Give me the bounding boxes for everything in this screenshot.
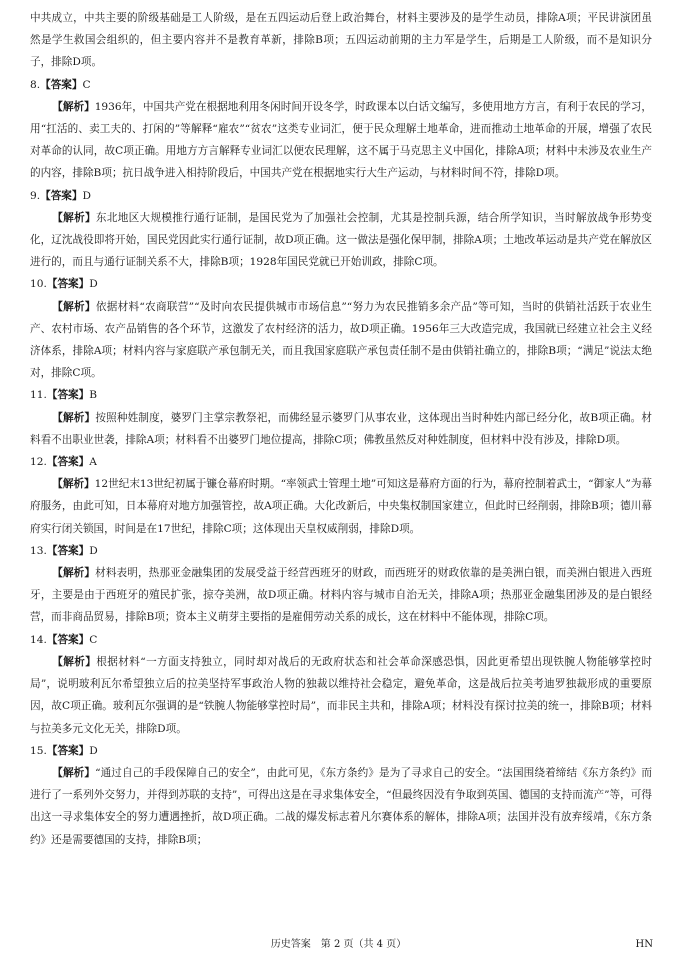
region-code: HN xyxy=(635,939,653,950)
answer-page xyxy=(30,7,652,851)
answer-label: 【答案】 xyxy=(46,278,90,291)
intro-paragraph: 中共成立，中共主要的阶级基础是工人阶级，是在五四运动后登上政治舞台，材料主要涉及的是学生动员，排除A项；平民讲演团虽然是学生救国会组织的，但主要内容并不是教育革新，排除B项；五四运动前期的主力军是学生，后期是工人阶级，而不是知识分子，排除D项。 xyxy=(30,12,652,69)
analysis-text: 东北地区大规模推行通行证制，是国民党为了加强社会控制，尤其是控制兵源，结合所学知识，当时解放战争形势变化，辽沈战役即将开始，国民党因此实行通行证制，故D项正确。这一做法是强化保甲制，排除A项；土地改革运动是共产党在解放区进行的，而且与通行证制关系不大，排除B项；1928年国民党就已开始训政，排除C项。 xyxy=(30,211,653,269)
answer-value: D xyxy=(89,744,98,757)
analysis-10 xyxy=(30,296,652,385)
analysis-text: 12世纪末13世纪初属于镰仓幕府时期。“率领武士管理土地”可知这是幕府方面的行为，幕府控制着武士，“御家人”为幕府服务，由此可知，日本幕府对地方加强管控，故A项正确。大化改新后，中央集权制国家建立，但此时已经削弱，排除B项；德川幕府实行闭关锁国，时间是在17世纪，排除C项；这体现出天皇权威削弱，排除D项。 xyxy=(30,478,653,535)
answer-line-8 xyxy=(30,74,652,96)
analysis-text: 根据材料“一方面支持独立，同时却对战后的无政府状态和社会革命深感恐惧，因此更希望出现铁腕人物能够掌控时局”，说明玻利瓦尔希望独立后的拉美坚持军事政治人物的独裁以维持社会稳定，避免革命，这是战后拉美考迪罗独裁形成的重要原因，故C项正确。玻利瓦尔强调的是“铁腕人物能够掌控时局”，而非民主共和，排除A项；材料没有探讨拉美的统一，排除B项；材料与拉美多元文化无关，排除D项。 xyxy=(30,655,652,735)
analysis-text: 1936年，中国共产党在根据地利用冬闲时间开设冬学，时政课本以白话文编写，多使用地方方言，有利于农民的学习，用“扛活的、卖工夫的、打闲的”等解释“雇农”“贫农”这类专业词汇，便于民众理解土地革命，进而推动土地革命的开展，增强了农民对革命的认同，故C项正确。用地方方言解释专业词汇以便农民理解，这不属于马克思主义中国化，排除A项；材料中未涉及农业生产的内容，排除B项；抗日战争进入相持阶段后，中国共产党在根据地实行大生产运动，与材料时间不符，排除D项。 xyxy=(30,100,652,180)
answer-value: B xyxy=(89,389,98,402)
answer-value: A xyxy=(89,456,97,469)
answer-line-13 xyxy=(30,540,652,562)
analysis-15 xyxy=(30,762,652,851)
analysis-label: 【解析】 xyxy=(52,300,96,313)
answer-value: C xyxy=(89,633,98,646)
analysis-13 xyxy=(30,562,652,629)
analysis-8 xyxy=(30,96,652,185)
question-number: 14. xyxy=(30,633,47,646)
answer-value: C xyxy=(82,78,91,91)
analysis-label: 【解析】 xyxy=(52,655,97,668)
question-number: 15. xyxy=(30,744,47,757)
question-number: 12. xyxy=(30,456,47,469)
answer-line-11 xyxy=(30,384,652,406)
question-number: 13. xyxy=(30,544,47,557)
page-number: 历史答案 第 2 页（共 4 页） xyxy=(270,939,407,950)
analysis-label: 【解析】 xyxy=(52,766,96,779)
page-footer xyxy=(0,934,677,956)
question-number: 9. xyxy=(30,189,41,202)
answer-line-9 xyxy=(30,185,652,207)
analysis-text: 按照种姓制度，婆罗门主掌宗教祭祀，而佛经显示婆罗门从事农业，这体现出当时种姓内部已经分化，故B项正确。材料看不出职业世袭，排除A项；材料看不出婆罗门地位提高，排除C项；佛教虽然反对种姓制度，但材料中没有涉及，排除D项。 xyxy=(30,411,653,446)
analysis-label: 【解析】 xyxy=(52,100,95,113)
answer-label: 【答案】 xyxy=(46,456,90,469)
analysis-label: 【解析】 xyxy=(52,411,96,424)
analysis-text: 材料表明，热那亚金融集团的发展受益于经营西班牙的财政，而西班牙的财政依靠的是美洲白银，而美洲白银进入西班牙，主要是由于西班牙的殖民扩张，掠夺美洲，故D项正确。材料内容与城市自治无关，排除A项；热那亚金融集团涉及的是白银经营，而非商品贸易，排除B项；资本主义萌芽主要指的是雇佣劳动关系的成长，这在材料中不能体现，排除C项。 xyxy=(30,567,653,624)
question-number: 8. xyxy=(30,78,41,91)
answer-value: D xyxy=(89,278,98,291)
analysis-9 xyxy=(30,207,652,274)
analysis-text: “通过自己的手段保障自己的安全”，由此可见，《东方条约》是为了寻求自己的安全。“法国围绕着缔结《东方条约》而进行了一系列外交努力，并得到苏联的支持”，可得出这是在寻求集体安全，“但最终因没有争取到英国、德国的支持而流产”等，可得出这一寻求集体安全的努力遭遇挫折，故D项正确。二战的爆发标志着凡尔赛体系的解体，排除A项；法国并没有放弃绥靖，《东方条约》还是需要德国的支持，排除B项； xyxy=(30,766,652,846)
analysis-14 xyxy=(30,651,652,740)
answer-label: 【答案】 xyxy=(46,544,90,557)
answer-line-14 xyxy=(30,629,652,651)
answer-line-12 xyxy=(30,451,652,473)
answer-label: 【答案】 xyxy=(40,189,83,202)
answer-label: 【答案】 xyxy=(46,389,90,402)
analysis-text: 依据材料“农商联营”“及时向农民提供城市市场信息”“努力为农民推销多余产品”等可知，当时的供销社活跃于农业生产、农村市场、农产品销售的各个环节，这激发了农村经济的活力，故D项正确。1956年三大改造完成，我国就已经建立社会主义经济体系，排除A项；材料内容与家庭联产承包制无关，而且我国家庭联产承包责任制不是由供销社确立的，排除B项；“满足”说法太绝对，排除C项。 xyxy=(30,300,653,380)
analysis-label: 【解析】 xyxy=(52,211,96,224)
analysis-label: 【解析】 xyxy=(52,567,96,580)
analysis-11 xyxy=(30,407,652,451)
answer-value: D xyxy=(82,189,91,202)
answer-line-10 xyxy=(30,273,652,295)
answer-line-15 xyxy=(30,740,652,762)
question-number: 11. xyxy=(30,389,47,402)
answer-label: 【答案】 xyxy=(46,633,90,646)
analysis-label: 【解析】 xyxy=(52,478,95,491)
answer-value: D xyxy=(89,544,98,557)
question-number: 10. xyxy=(30,278,47,291)
answer-label: 【答案】 xyxy=(40,78,83,91)
analysis-12 xyxy=(30,473,652,540)
answer-label: 【答案】 xyxy=(46,744,90,757)
